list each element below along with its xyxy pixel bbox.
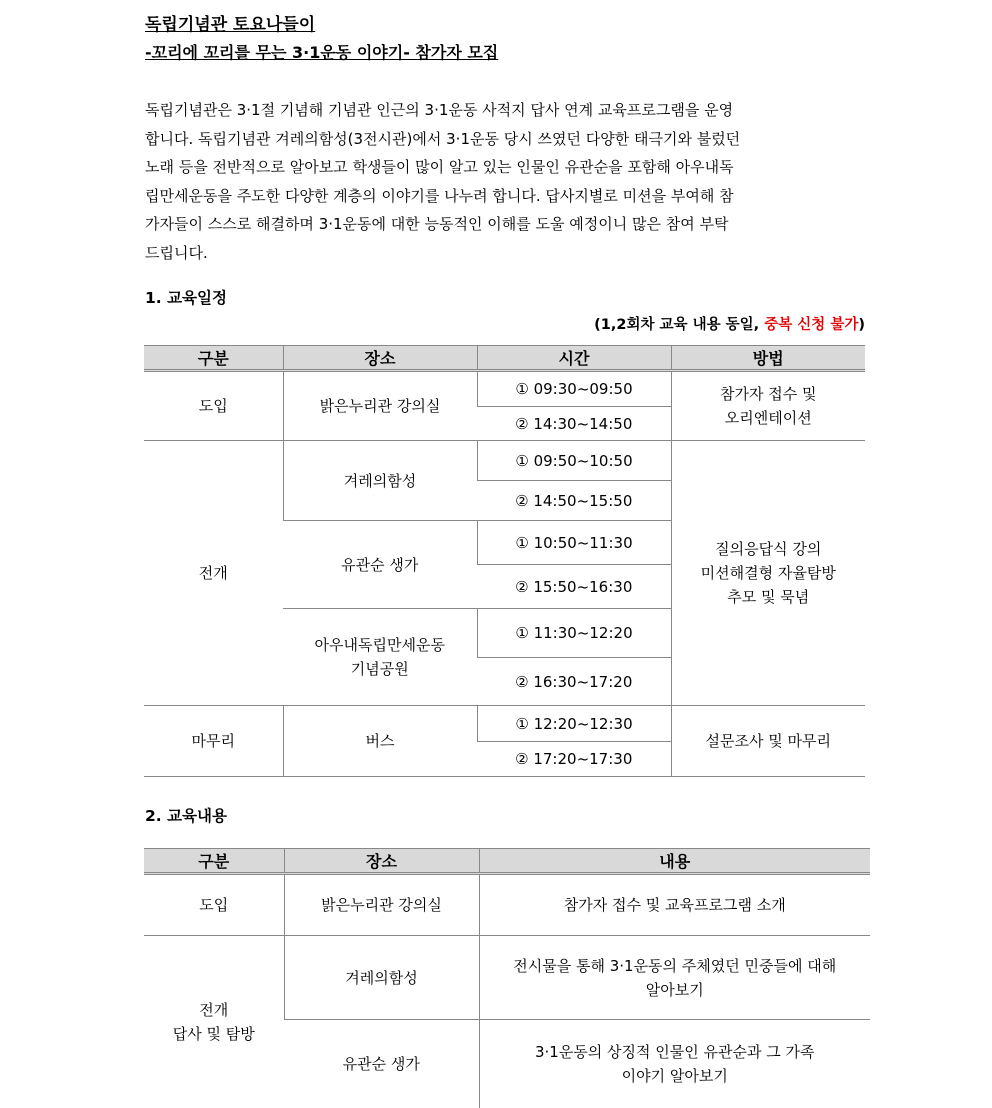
place-line: 기념공원 [350,660,409,678]
time-cell: ① 11:30~12:20 [477,609,671,658]
place-line: 아우내독립만세운동 [314,636,445,654]
category-line: 전개 [199,1000,229,1019]
method-line: 추모 및 묵념 [727,588,810,606]
category-cell: 마무리 [144,706,283,777]
table-row [144,936,870,1020]
note-text: (1,2회차 교육 내용 동일, [594,317,765,333]
category-cell: 도입 [144,874,284,936]
place-cell: 밝은누리관 강의실 [283,371,477,441]
note-text-end: ) [858,317,865,333]
place-cell: 버스 [283,706,477,777]
document-title: 독립기념관 토요나들이 [145,15,316,35]
header-time: 시간 [477,346,671,371]
header-content: 내용 [479,849,870,874]
section-heading-content: 2. 교육내용 [145,807,227,825]
content-line: 이야기 알아보기 [621,1066,728,1085]
category-cell [144,936,284,1108]
time-cell: ① 09:50~10:50 [477,441,671,481]
header-method: 방법 [671,346,865,371]
schedule-table [144,345,865,777]
content-line: 알아보기 [645,980,704,999]
table-header-row [144,849,870,874]
header-category: 구분 [144,849,284,874]
intro-line: 립만세운동을 주도한 다양한 계층의 이야기를 나누려 합니다. 답사지별로 미션을 부여해 참 [145,186,734,205]
content-cell: 참가자 접수 및 교육프로그램 소개 [479,874,870,936]
method-line: 질의응답식 강의 [715,540,822,558]
intro-line: 독립기념관은 3·1절 기념해 기념관 인근의 3·1운동 사적지 답사 연계 교육프로그램을 운영 [145,101,734,119]
intro-line: 합니다. 독립기념관 겨레의함성(3전시관)에서 3·1운동 당시 쓰였던 다양한 태극기와 불렀던 [145,129,741,148]
time-cell: ① 12:20~12:30 [477,706,671,742]
place-cell: 겨레의함성 [284,936,479,1020]
table-row [144,706,865,742]
method-cell: 설문조사 및 마무리 [671,706,865,777]
method-line: 오리엔테이션 [724,409,812,427]
category-cell: 도입 [144,371,283,441]
time-cell: ① 10:50~11:30 [477,521,671,565]
place-cell [283,609,477,706]
time-cell: ② 16:30~17:20 [477,658,671,706]
place-cell: 유관순 생가 [283,521,477,609]
section-heading-schedule: 1. 교육일정 [145,289,227,307]
table-row [144,441,865,481]
header-category: 구분 [144,346,283,371]
method-cell [671,441,865,706]
content-cell [479,936,870,1020]
intro-line: 가자들이 스스로 해결하며 3·1운동에 대한 능동적인 이해를 도울 예정이니 많은 참여 부탁 [145,215,729,233]
table-row [144,874,870,936]
time-cell: ② 17:20~17:30 [477,742,671,777]
schedule-note [594,313,865,334]
content-line: 3·1운동의 상징적 인물인 유관순과 그 가족 [534,1042,815,1061]
header-place: 장소 [284,849,479,874]
content-table [144,848,870,1108]
place-cell: 겨레의함성 [283,441,477,521]
document-subtitle: -꼬리에 꼬리를 무는 3·1운동 이야기- 참가자 모집 [145,43,499,62]
time-cell: ② 15:50~16:30 [477,565,671,609]
method-line: 미션해결형 자율탐방 [700,564,836,582]
method-line: 참가자 접수 및 [720,385,817,403]
content-cell [479,1020,870,1108]
table-row [144,371,865,407]
table-header-row [144,346,865,371]
note-warning: 중복 신청 불가 [764,317,859,333]
time-cell: ① 09:30~09:50 [477,371,671,407]
category-line: 답사 및 탐방 [172,1024,255,1043]
intro-line: 드립니다. [145,243,208,262]
method-cell [671,371,865,441]
intro-paragraph [145,96,853,267]
content-line: 전시물을 통해 3·1운동의 주체였던 민중들에 대해 [513,956,837,975]
header-place: 장소 [283,346,477,371]
category-cell: 전개 [144,441,283,706]
time-cell: ② 14:30~14:50 [477,407,671,441]
intro-line: 노래 등을 전반적으로 알아보고 학생들이 많이 알고 있는 인물인 유관순을 포함해 아우내독 [145,158,734,176]
time-cell: ② 14:50~15:50 [477,481,671,521]
place-cell: 유관순 생가 [284,1020,479,1108]
place-cell: 밝은누리관 강의실 [284,874,479,936]
